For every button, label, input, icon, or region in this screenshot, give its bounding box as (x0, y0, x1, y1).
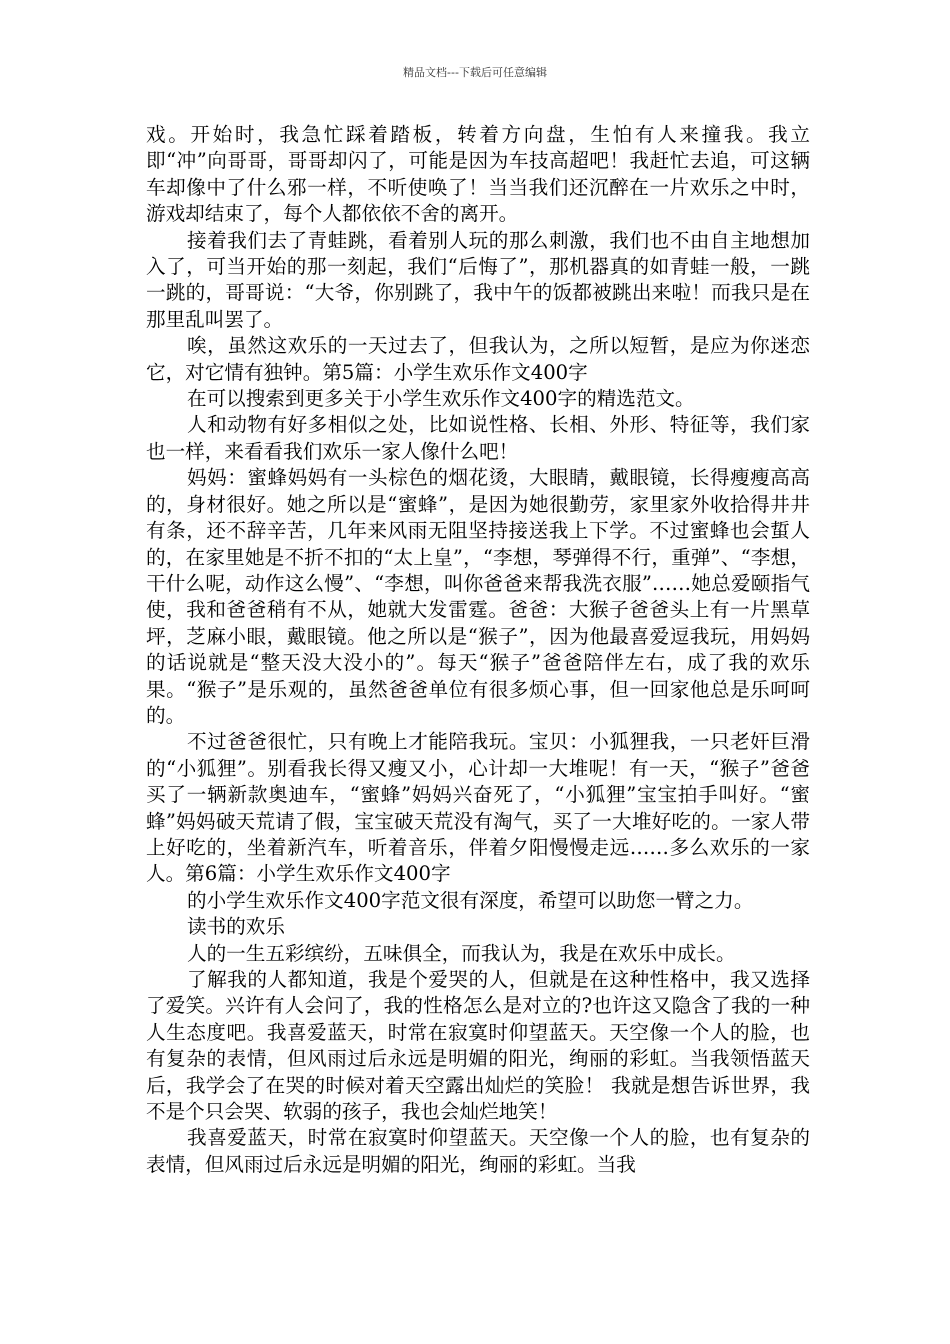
paragraph-12: 我喜爱蓝天，时常在寂寞时仰望蓝天。天空像一个人的脸，也有复杂的表情，但风雨过后永远是明媚的阳光，绚丽的彩虹。当我 (146, 1126, 810, 1176)
paragraph-6: 妈妈：蜜蜂妈妈有一头棕色的烟花烫，大眼睛，戴眼镜，长得瘦瘦高高的，身材很好。她之所以是“蜜蜂”，是因为她很勤劳，家里家外收拾得井井有条，还不辞辛苦，几年来风雨无阻坚持接送我上下学。不过蜜蜂也会蜇人的，在家里她是不折不扣的“太上皇”，“李想，琴弹得不行，重弹”、“李想，干什么呢，动作这么慢”、“李想，叫你爸爸来帮我洗衣服”……她总爱颐指气使，我和爸爸稍有不从，她就大发雷霆。爸爸：大猴子爸爸头上有一片黑草坪，芝麻小眼，戴眼镜。他之所以是“猴子”，因为他最喜爱逗我玩，用妈妈的话说就是“整天没大没小的”。每天“猴子”爸爸陪伴左右，成了我的欢乐果。“猴子”是乐观的，虽然爸爸单位有很多烦心事，但一回家他总是乐呵呵的。 (146, 466, 810, 727)
paragraph-10: 人的一生五彩缤纷，五味俱全，而我认为，我是在欢乐中成长。 (187, 941, 736, 965)
paragraph-2: 接着我们去了青蛙跳，看着别人玩的那么刺激，我们也不由自主地想加入了，可当开始的那一刻起，我们“后悔了”，那机器真的如青蛙一般，一跳一跳的，哥哥说：“大爷，你别跳了，我中午的饭都被跳出来啦！而我只是在那里乱叫罢了。 (146, 228, 810, 331)
paragraph-9: 读书的欢乐 (187, 915, 285, 939)
paragraph-3: 唉，虽然这欢乐的一天过去了，但我认为，之所以短暂，是应为你迷恋它，对它情有独钟。第5篇：小学生欢乐作文400字 (146, 334, 810, 384)
paragraph-5: 人和动物有好多相似之处，比如说性格、长相、外形、特征等，我们家也一样，来看看我们欢乐一家人像什么吧！ (146, 413, 810, 463)
paragraph-7: 不过爸爸很忙，只有晚上才能陪我玩。宝贝：小狐狸我，一只老奸巨滑的“小狐狸”。别看我长得又瘦又小，心计却一大堆呢！有一天，“猴子”爸爸买了一辆新款奥迪车，“蜜蜂”妈妈兴奋死了，“小狐狸”宝宝拍手叫好。“蜜蜂”妈妈破天荒请了假，宝宝破天荒没有淘气，买了一大堆好吃的。一家人带上好吃的，坐着新汽车，听着音乐，伴着夕阳慢慢走远……多么欢乐的一家人。第6篇：小学生欢乐作文400字 (146, 730, 810, 886)
paragraph-4: 在可以搜索到更多关于小学生欢乐作文400字的精选范文。 (187, 387, 695, 411)
paragraph-1: 戏。开始时，我急忙踩着踏板，转着方向盘，生怕有人来撞我。我立即“冲”向哥哥，哥哥却闪了，可能是因为车技高超吧！我赶忙去追，可这辆车却像中了什么邪一样，不听使唤了！当当我们还沉醉在一片欢乐之中时，游戏却结束了，每个人都依依不舍的离开。 (146, 123, 810, 226)
document-body (146, 122, 810, 1178)
page-header: 精品文档---下载后可任意编辑 (403, 66, 547, 79)
paragraph-11: 了解我的人都知道，我是个爱哭的人，但就是在这种性格中，我又选择了爱笑。兴许有人会问了，我的性格怎么是对立的?也许这又隐含了我的一种人生态度吧。我喜爱蓝天，时常在寂寞时仰望蓝天。天空像一个人的脸，也有复杂的表情，但风雨过后永远是明媚的阳光，绚丽的彩虹。当我领悟蓝天后，我学会了在哭的时候对着天空露出灿烂的笑脸！ 我就是想告诉世界，我不是个只会哭、软弱的孩子，我也会灿烂地笑！ (146, 968, 810, 1124)
paragraph-8: 的小学生欢乐作文400字范文很有深度，希望可以助您一臂之力。 (187, 888, 754, 912)
